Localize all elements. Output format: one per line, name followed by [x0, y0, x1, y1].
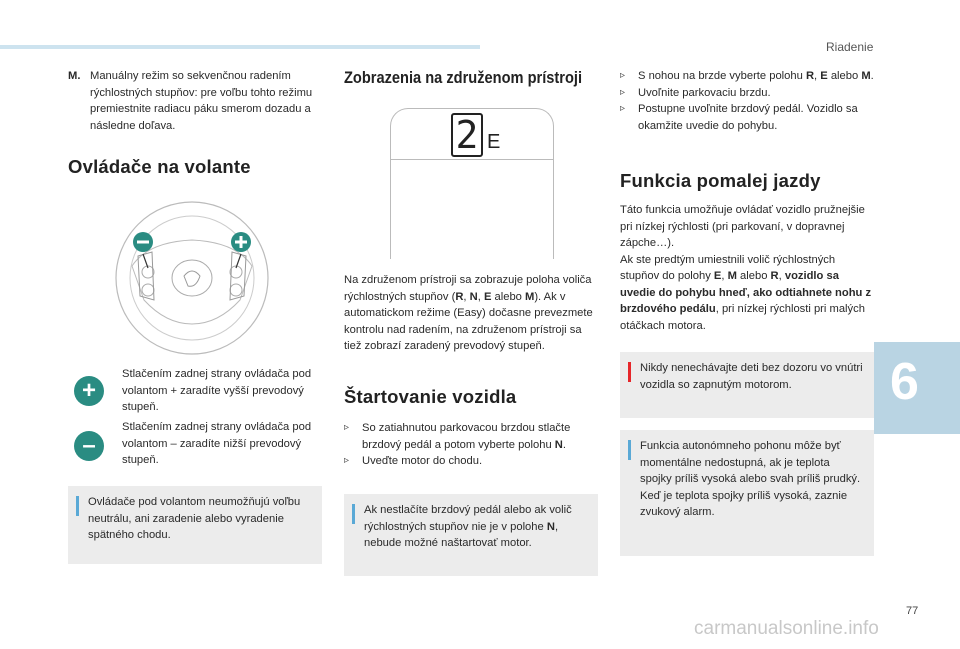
- note-text: Nikdy nenechávajte deti bez dozoru vo vnútri vozidla so zapnutým motorom.: [640, 362, 863, 391]
- instrument-cluster-illustration: [390, 108, 554, 259]
- list-item: ▹ Postupne uvoľnite brzdový pedál. Vozidlo sa okamžite uvedie do pohybu.: [620, 103, 858, 132]
- starting-note: [344, 494, 598, 576]
- m-label: M.: [68, 70, 81, 82]
- paragraph: Ak ste predtým umiestnili volič rýchlostných stupňov do polohy E, M alebo R, vozidlo sa uvedie do pohybu hneď, ako odtiahnete nohu z brzdového pedálu, pri nízkej rýchlosti pri malých otáčkach motora.: [620, 253, 872, 332]
- bullet-icon: ▹: [620, 103, 626, 114]
- info-marker-icon: [628, 440, 631, 460]
- note-text: Ak nestlačíte brzdový pedál alebo ak volič rýchlostných stupňov nie je v polohe N, nebude možné naštartovať motor.: [364, 504, 572, 549]
- cluster-description: Na združenom prístroji sa zobrazuje poloha voliča rýchlostných stupňov (R, N, E alebo M). Ak v automatickom režime (Easy) dočasne prevezmete kontrolu nad radením, na združenom prístroji sa tiež zobrazí zaradený prevodový stupeň.: [344, 274, 593, 352]
- note-text: Funkcia autonómneho pohonu môže byť momentálne nedostupná, ak je teplota spojky príliš vysoká alebo svah príliš prudký. Keď je teplota spojky príliš vysoká, zaznie zvukový alarm.: [640, 440, 861, 518]
- release-steps: [620, 68, 874, 134]
- minus-paddle-text: Stlačením zadnej strany ovládača pod volantom – zaradíte nižší prevodový stupeň.: [122, 421, 312, 466]
- steering-wheel-illustration: [108, 196, 278, 358]
- list-item: ▹ Uvoľnite parkovaciu brzdu.: [620, 85, 874, 102]
- bullet-icon: ▹: [620, 86, 626, 98]
- info-note: [620, 430, 874, 556]
- watermark: carmanualsonline.info: [694, 618, 879, 639]
- starting-steps: [344, 420, 598, 470]
- section-heading-starting: Štartovanie vozidla: [344, 386, 517, 407]
- note-text: Ovládače pod volantom neumožňujú voľbu neutrálu, ani zaradenie alebo vyradenie spätného chodu.: [88, 496, 301, 541]
- section-heading-creep: Funkcia pomalej jazdy: [620, 170, 821, 191]
- page-number: 77: [906, 605, 919, 617]
- list-item: ▹ S nohou na brzde vyberte polohu R, E alebo M.: [620, 68, 874, 85]
- paragraph: Táto funkcia umožňuje ovládať vozidlo pružnejšie pri nízkej rýchlosti (pri parkovaní, v dopravnej zápche…).: [620, 204, 865, 249]
- creep-description: [620, 202, 874, 334]
- plus-badge-icon: +: [74, 376, 104, 406]
- chapter-number: 6: [890, 353, 919, 411]
- warning-marker-icon: [628, 362, 631, 382]
- bullet-icon: ▹: [344, 455, 350, 466]
- section-heading-cluster: Zobrazenia na združenom prístroji: [344, 68, 583, 87]
- list-item: ▹ Uveďte motor do chodu.: [344, 453, 598, 470]
- steering-controls-note: [68, 486, 322, 564]
- bullet-icon: ▹: [620, 70, 626, 81]
- chapter-title: Riadenie: [826, 40, 874, 54]
- m-text: Manuálny režim so sekvenčnou radením rýchlostných stupňov: pre voľbu tohto režimu premiestnite radiacu páku smerom dozadu a následne doľava.: [90, 70, 313, 132]
- info-marker-icon: [352, 504, 355, 524]
- section-heading-steering-controls: Ovládače na volante: [68, 156, 251, 177]
- header-rule: [0, 45, 480, 49]
- bullet-icon: ▹: [344, 422, 350, 433]
- list-item: ▹ So zatiahnutou parkovacou brzdou stlačte brzdový pedál a potom vyberte polohu N.: [344, 422, 571, 451]
- info-marker-icon: [76, 496, 79, 516]
- warning-note: [620, 352, 874, 418]
- plus-paddle-text: Stlačením zadnej strany ovládača pod volantom + zaradíte vyšší prevodový stupeň.: [122, 368, 312, 413]
- mode-display: E: [487, 131, 501, 153]
- gear-display: 2: [451, 113, 483, 157]
- minus-badge-icon: –: [74, 431, 104, 461]
- cluster-divider: [391, 159, 553, 160]
